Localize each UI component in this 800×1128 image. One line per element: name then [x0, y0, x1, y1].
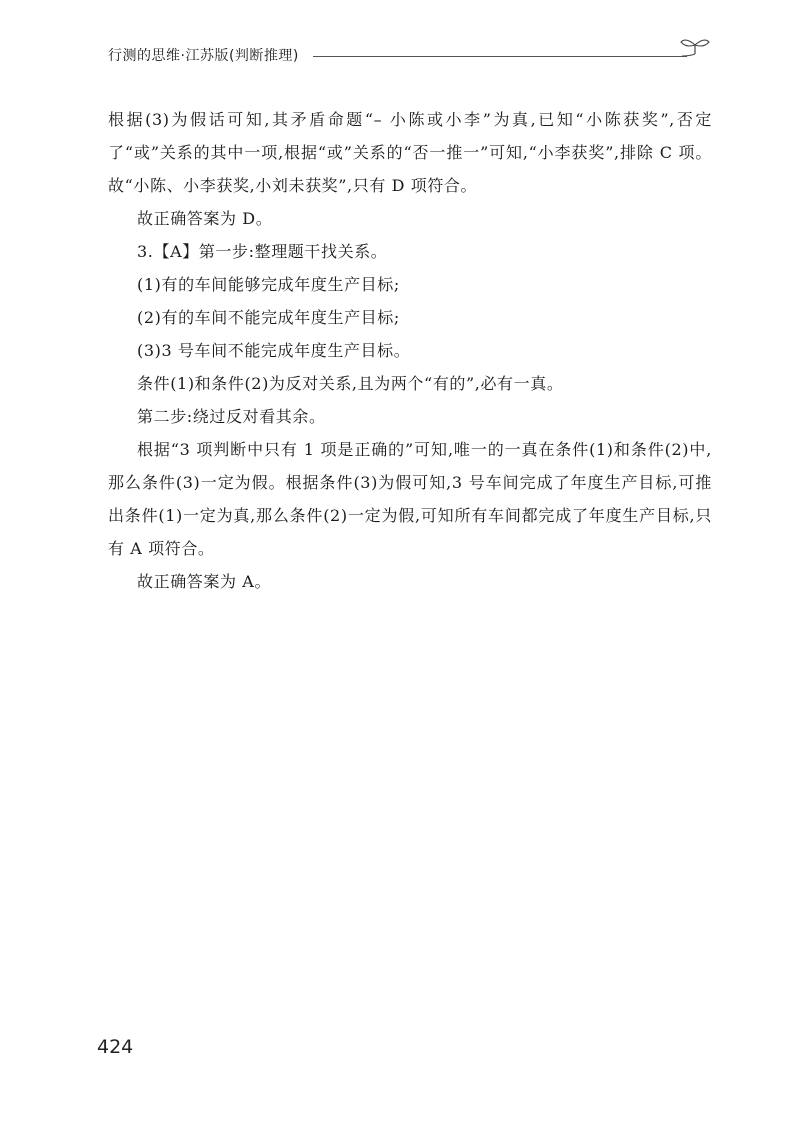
sprout-icon [678, 34, 712, 64]
header-title: 行测的思维·江苏版(判断推理) [108, 48, 299, 64]
paragraph-1: 根据(3)为假话可知,其矛盾命题“– 小陈或小李”为真,已知“小陈获奖”,否定了“或”关系的其中一项,根据“或”关系的“否一推一”可知,“小李获奖”,排除 C 项。故“小陈、小李获奖,小刘未获奖”,只有 D 项符合。 [108, 110, 712, 195]
running-header [108, 40, 708, 70]
paragraph-9: 根据“3 项判断中只有 1 项是正确的”可知,唯一的一真在条件(1)和条件(2)中,那么条件(3)一定为假。根据条件(3)为假可知,3 号车间完成了年度生产目标,可推出条件(1)一定为真,那么条件(2)一定为假,可知所有车间都完成了年度生产目标,只有 A 项符合。 [108, 440, 712, 558]
page-number: 424 [97, 1036, 134, 1058]
paragraph-7: 条件(1)和条件(2)为反对关系,且为两个“有的”,必有一真。 [137, 374, 564, 393]
paragraph-3: 3.【A】第一步:整理题干找关系。 [137, 242, 388, 261]
answer-explanation [108, 103, 712, 598]
header-rule [313, 56, 687, 57]
paragraph-5: (2)有的车间不能完成年度生产目标; [137, 308, 400, 327]
paragraph-8: 第二步:绕过反对看其余。 [137, 407, 326, 426]
paragraph-10: 故正确答案为 A。 [137, 572, 272, 591]
paragraph-2: 故正确答案为 D。 [137, 209, 273, 228]
paragraph-4: (1)有的车间能够完成年度生产目标; [137, 275, 400, 294]
paragraph-6: (3)3 号车间不能完成年度生产目标。 [137, 341, 411, 360]
